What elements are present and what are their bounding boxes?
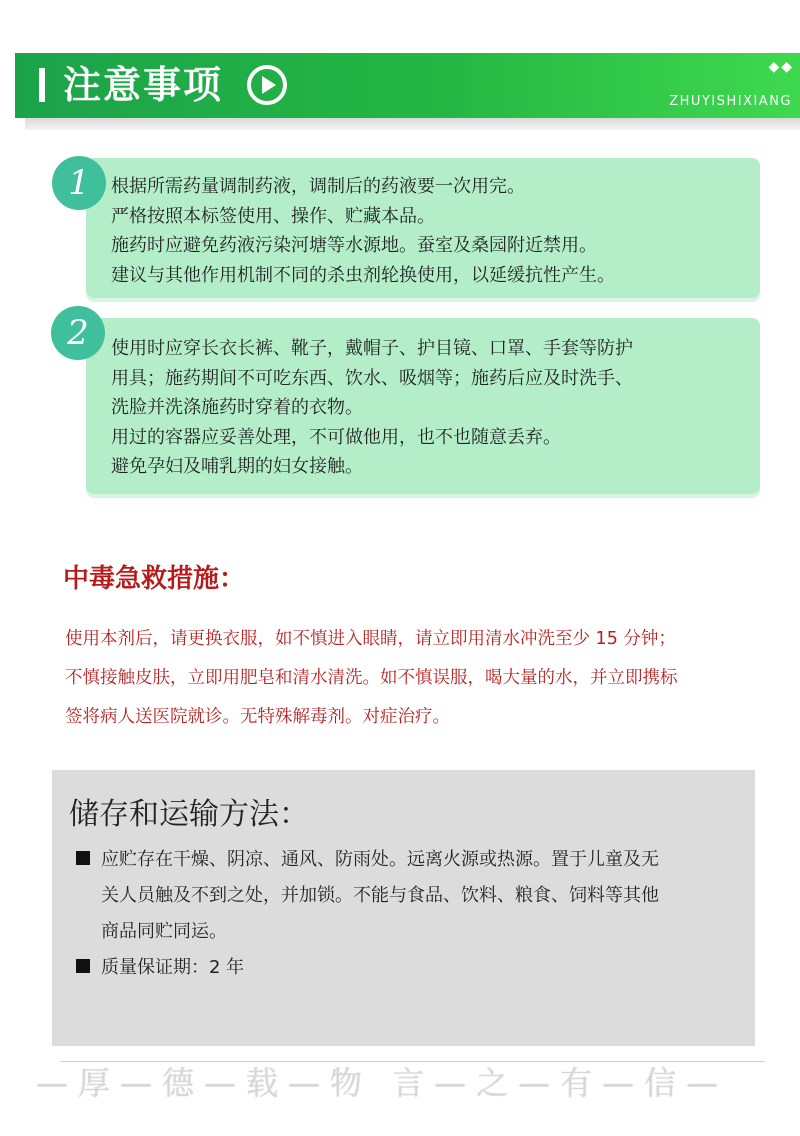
storage-title: 储存和运输方法： — [69, 797, 309, 832]
section-header — [15, 53, 800, 118]
storage-line: 质量保证期：2 年 — [101, 957, 245, 978]
note-number-badge-1: 1 — [52, 156, 106, 210]
note-2-line: 用具；施药期间不可吃东西、饮水、吸烟等；施药后应及时洗手、 — [111, 367, 633, 389]
note-2-line: 使用时应穿长衣长裤、靴子，戴帽子、护目镜、口罩、手套等防护 — [111, 338, 633, 359]
square-bullet-icon — [76, 959, 90, 973]
note-1-line: 建议与其他作用机制不同的杀虫剂轮换使用，以延缓抗性产生。 — [111, 264, 615, 286]
play-circle-icon — [246, 64, 288, 106]
note-2-line: 避免孕妇及哺乳期的妇女接触。 — [111, 456, 363, 477]
first-aid-line: 不慎接触皮肤，立即用肥皂和清水清洗。如不慎误服，喝大量的水，并立即携标 — [65, 668, 678, 688]
note-2-line: 洗脸并洗涤施药时穿着的衣物。 — [111, 397, 363, 418]
header-shadow — [25, 118, 800, 130]
note-number-badge-2: 2 — [51, 306, 105, 360]
first-aid-text — [65, 620, 785, 737]
storage-line: 关人员触及不到之处，并加锁。不能与食品、饮料、粮食、饲料等其他 — [101, 885, 659, 906]
diamond-decoration: ◆◆ — [768, 59, 794, 75]
note-box-2 — [86, 318, 760, 494]
note-box-1 — [86, 158, 760, 298]
note-1-line: 施药时应避免药液污染河塘等水源地。蚕室及桑园附近禁用。 — [111, 235, 597, 256]
footer-motto: —厚—德—载—物 言—之—有—信— — [36, 1064, 729, 1102]
storage-line: 商品同贮同运。 — [101, 921, 227, 942]
section-title: 注意事项 — [63, 63, 224, 107]
storage-item — [76, 842, 745, 950]
first-aid-line: 签将病人送医院就诊。无特殊解毒剂。对症治疗。 — [65, 707, 450, 727]
note-1-line: 根据所需药量调制药液，调制后的药液要一次用完。 — [111, 176, 525, 197]
storage-panel — [52, 770, 755, 1046]
storage-line: 应贮存在干燥、阴凉、通风、防雨处。远离火源或热源。置于儿童及无 — [101, 849, 659, 870]
note-1-line: 严格按照本标签使用、操作、贮藏本品。 — [111, 205, 435, 227]
section-pinyin: ZHUYISHIXIANG — [669, 94, 792, 109]
first-aid-title: 中毒急救措施： — [63, 564, 246, 594]
square-bullet-icon — [76, 851, 90, 865]
header-accent-bar — [39, 68, 45, 102]
note-2-line: 用过的容器应妥善处理，不可做他用，也不也随意丢弃。 — [111, 426, 561, 448]
first-aid-line: 使用本剂后，请更换衣服，如不慎进入眼睛，请立即用清水冲洗至少 15 分钟； — [65, 629, 676, 649]
storage-item — [76, 950, 745, 986]
